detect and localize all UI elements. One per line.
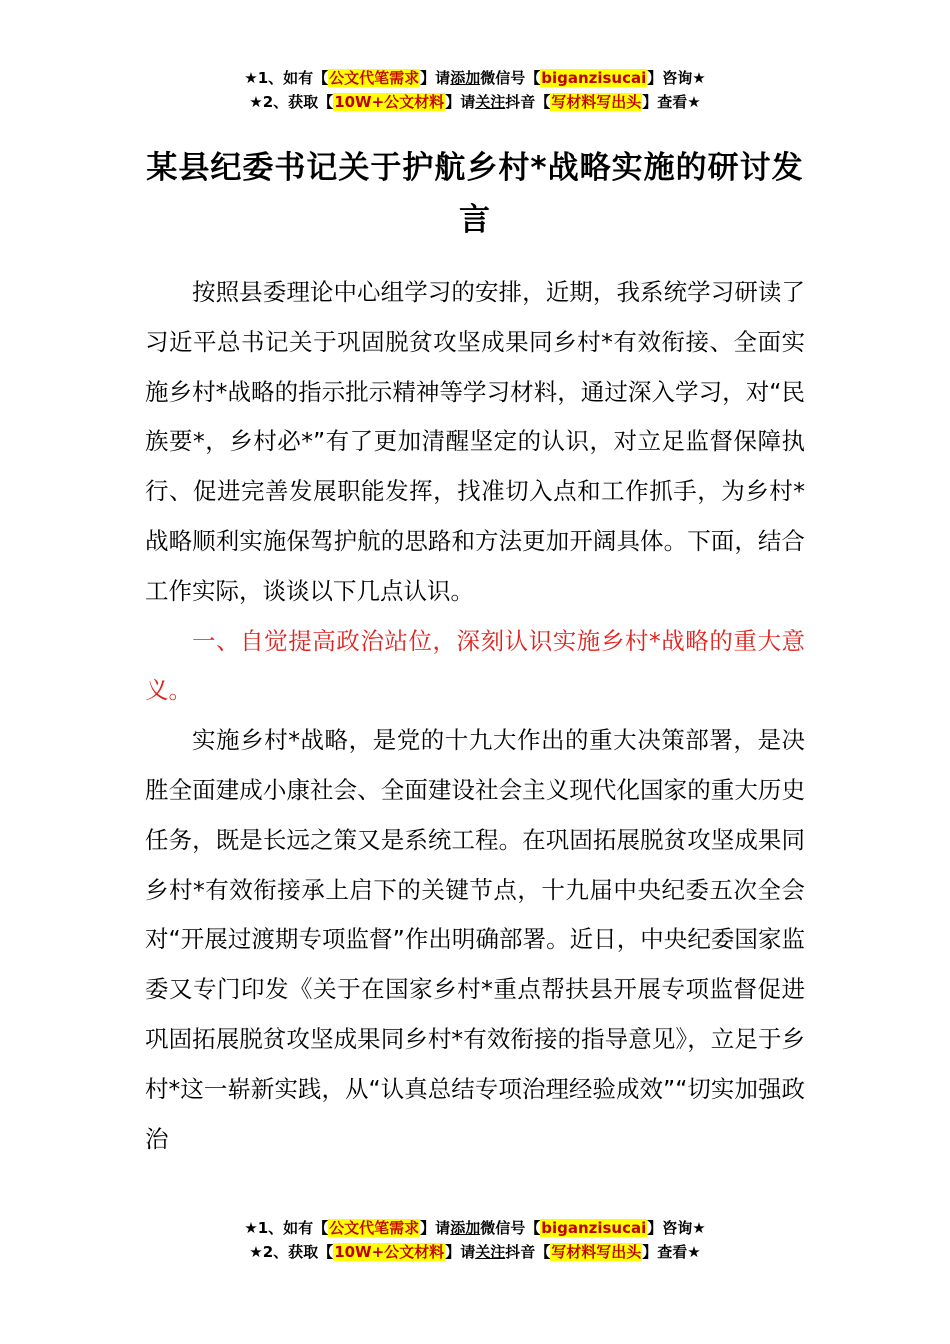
promo-highlight: biganzisucai xyxy=(541,69,647,87)
body-paragraph: 实施乡村*战略，是党的十九大作出的重大决策部署，是决胜全面建成小康社会、全面建设社会主义现代化国家的重大历史任务，既是长远之策又是系统工程。在巩固拓展脱贫攻坚成果同乡村*有效衔接承上启下的关键节点，十九届中央纪委五次全会对“开展过渡期专项监督”作出明确部署。近日，中央纪委国家监委又专门印发《关于在国家乡村*重点帮扶县开展专项监督促进巩固拓展脱贫攻坚成果同乡村*有效衔接的指导意见》，立足于乡村*这一崭新实践，从“认真总结专项治理经验成效”“切实加强政治 xyxy=(145,726,805,1153)
promo-highlight: 写材料写出头 xyxy=(551,93,642,111)
promo-highlight: 公文代笔需求 xyxy=(329,1219,420,1237)
section-heading: 一、自觉提高政治站位，深刻认识实施乡村*战略的重大意义。 xyxy=(145,626,805,705)
document-title: 某县纪委书记关于护航乡村*战略实施的研讨发言 xyxy=(146,150,804,238)
promo-line-2: ★2、获取【10W+公文材料】请关注抖音【写材料写出头】查看★ xyxy=(249,1243,701,1261)
promo-highlight: 10W+公文材料 xyxy=(334,93,445,111)
document-body xyxy=(145,268,805,1164)
promo-line-1: ★1、如有【公文代笔需求】请添加微信号【biganzisucai】咨询★ xyxy=(244,69,706,87)
promo-line-1: ★1、如有【公文代笔需求】请添加微信号【biganzisucai】咨询★ xyxy=(244,1219,706,1237)
promo-highlight: 公文代笔需求 xyxy=(329,69,420,87)
body-paragraph: 按照县委理论中心组学习的安排，近期，我系统学习研读了习近平总书记关于巩固脱贫攻坚成果同乡村*有效衔接、全面实施乡村*战略的指示批示精神等学习材料，通过深入学习，对“民族要*，乡村必*”有了更加清醒坚定的认识，对立足监督保障执行、促进完善发展职能发挥，找准切入点和工作抓手，为乡村*战略顺利实施保驾护航的思路和方法更加开阔具体。下面，结合工作实际，谈谈以下几点认识。 xyxy=(145,278,805,605)
promo-highlight: 10W+公文材料 xyxy=(334,1243,445,1261)
promo-highlight: 写材料写出头 xyxy=(551,1243,642,1261)
promo-highlight: biganzisucai xyxy=(541,1219,647,1237)
footer-promo-banner xyxy=(0,1216,950,1264)
promo-line-2: ★2、获取【10W+公文材料】请关注抖音【写材料写出头】查看★ xyxy=(249,93,701,111)
header-promo-banner xyxy=(0,66,950,114)
